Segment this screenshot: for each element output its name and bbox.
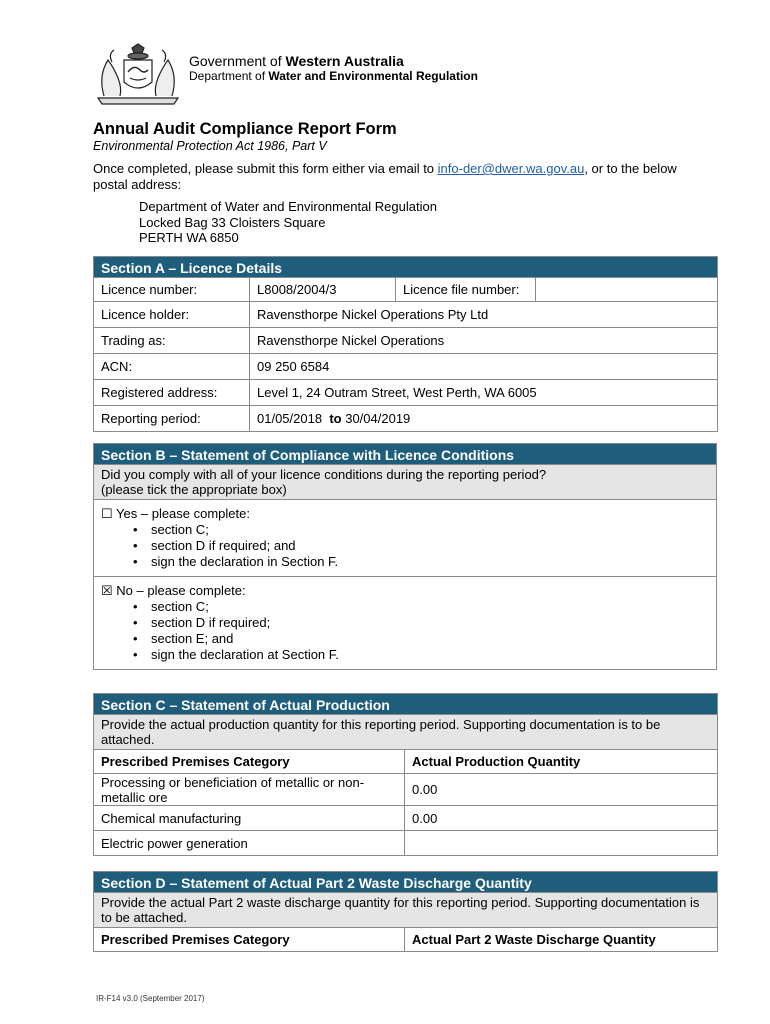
table-row-category: Chemical manufacturing <box>94 806 405 831</box>
address-line: Locked Bag 33 Cloisters Square <box>139 214 326 230</box>
email-link[interactable]: info-der@dwer.wa.gov.au <box>437 161 585 176</box>
quantity-column-header: Actual Production Quantity <box>405 750 718 774</box>
category-column-header: Prescribed Premises Category <box>94 928 405 952</box>
form-subtitle: Environmental Protection Act 1986, Part V <box>93 139 327 153</box>
table-row-category: Electric power generation <box>94 831 405 856</box>
list-item: • section D if required; <box>131 615 709 631</box>
yes-checkbox[interactable]: ☐ <box>101 506 113 521</box>
licence-holder-field[interactable]: Ravensthorpe Nickel Operations Pty Ltd <box>250 302 718 328</box>
section-b-table <box>93 443 717 670</box>
list-item: • section D if required; and <box>131 538 709 554</box>
trading-as-field[interactable]: Ravensthorpe Nickel Operations <box>250 328 718 354</box>
category-column-header: Prescribed Premises Category <box>94 750 405 774</box>
table-row-quantity[interactable]: 0.00 <box>405 806 718 831</box>
licence-number-field[interactable]: L8008/2004/3 <box>250 278 396 302</box>
licence-holder-label: Licence holder: <box>94 302 250 328</box>
acn-label: ACN: <box>94 354 250 380</box>
list-item: • section C; <box>131 599 709 615</box>
list-item: • sign the declaration in Section F. <box>131 554 709 570</box>
department-name: Department of Water and Environmental Regulation <box>189 69 478 83</box>
registered-address-field[interactable]: Level 1, 24 Outram Street, West Perth, WA 6005 <box>250 380 718 406</box>
section-b-heading: Section B – Statement of Compliance with Licence Conditions <box>94 444 717 465</box>
yes-option: ☐ Yes – please complete: • section C; • section D if required; and • sign the declaration in Section F. <box>94 500 717 577</box>
form-title: Annual Audit Compliance Report Form <box>93 120 397 138</box>
acn-field[interactable]: 09 250 6584 <box>250 354 718 380</box>
form-version-footer: IR-F14 v3.0 (September 2017) <box>96 994 205 1003</box>
section-d-table <box>93 871 718 952</box>
no-checkbox[interactable]: ☒ <box>101 583 113 598</box>
registered-address-label: Registered address: <box>94 380 250 406</box>
no-option: ☒ No – please complete: • section C; • section D if required; • section E; and • sign the declaration at Section F. <box>94 577 717 670</box>
submission-instructions: Once completed, please submit this form either via email to info-der@dwer.wa.gov.au, or to the below postal address: <box>93 161 677 192</box>
address-line: Department of Water and Environmental Regulation <box>139 199 437 214</box>
reporting-period-label: Reporting period: <box>94 406 250 432</box>
section-a-table <box>93 256 718 432</box>
government-name: Government of Western Australia <box>189 53 404 69</box>
wa-coat-of-arms-logo <box>92 42 184 108</box>
trading-as-label: Trading as: <box>94 328 250 354</box>
list-item: • sign the declaration at Section F. <box>131 647 709 663</box>
postal-address <box>139 199 437 246</box>
table-row-category: Processing or beneficiation of metallic or non-metallic ore <box>94 774 405 806</box>
discharge-column-header: Actual Part 2 Waste Discharge Quantity <box>405 928 718 952</box>
section-b-question: Did you comply with all of your licence conditions during the reporting period? (please tick the appropriate box) <box>94 465 717 500</box>
section-c-heading: Section C – Statement of Actual Production <box>94 694 718 715</box>
section-c-table <box>93 693 718 856</box>
address-line: PERTH WA 6850 <box>139 230 239 245</box>
licence-number-label: Licence number: <box>94 278 250 302</box>
section-a-heading: Section A – Licence Details <box>94 257 718 278</box>
table-row-quantity[interactable] <box>405 831 718 856</box>
reporting-period-field[interactable]: 01/05/2018 to 30/04/2019 <box>250 406 718 432</box>
section-d-description: Provide the actual Part 2 waste discharge quantity for this reporting period. Supporting documentation is to be attached. <box>94 893 718 928</box>
table-row-quantity[interactable]: 0.00 <box>405 774 718 806</box>
section-c-description: Provide the actual production quantity for this reporting period. Supporting documentation is to be attached. <box>94 715 718 750</box>
list-item: • section E; and <box>131 631 709 647</box>
licence-file-label: Licence file number: <box>396 278 536 302</box>
list-item: • section C; <box>131 522 709 538</box>
licence-file-field[interactable] <box>536 278 718 302</box>
section-d-heading: Section D – Statement of Actual Part 2 Waste Discharge Quantity <box>94 872 718 893</box>
